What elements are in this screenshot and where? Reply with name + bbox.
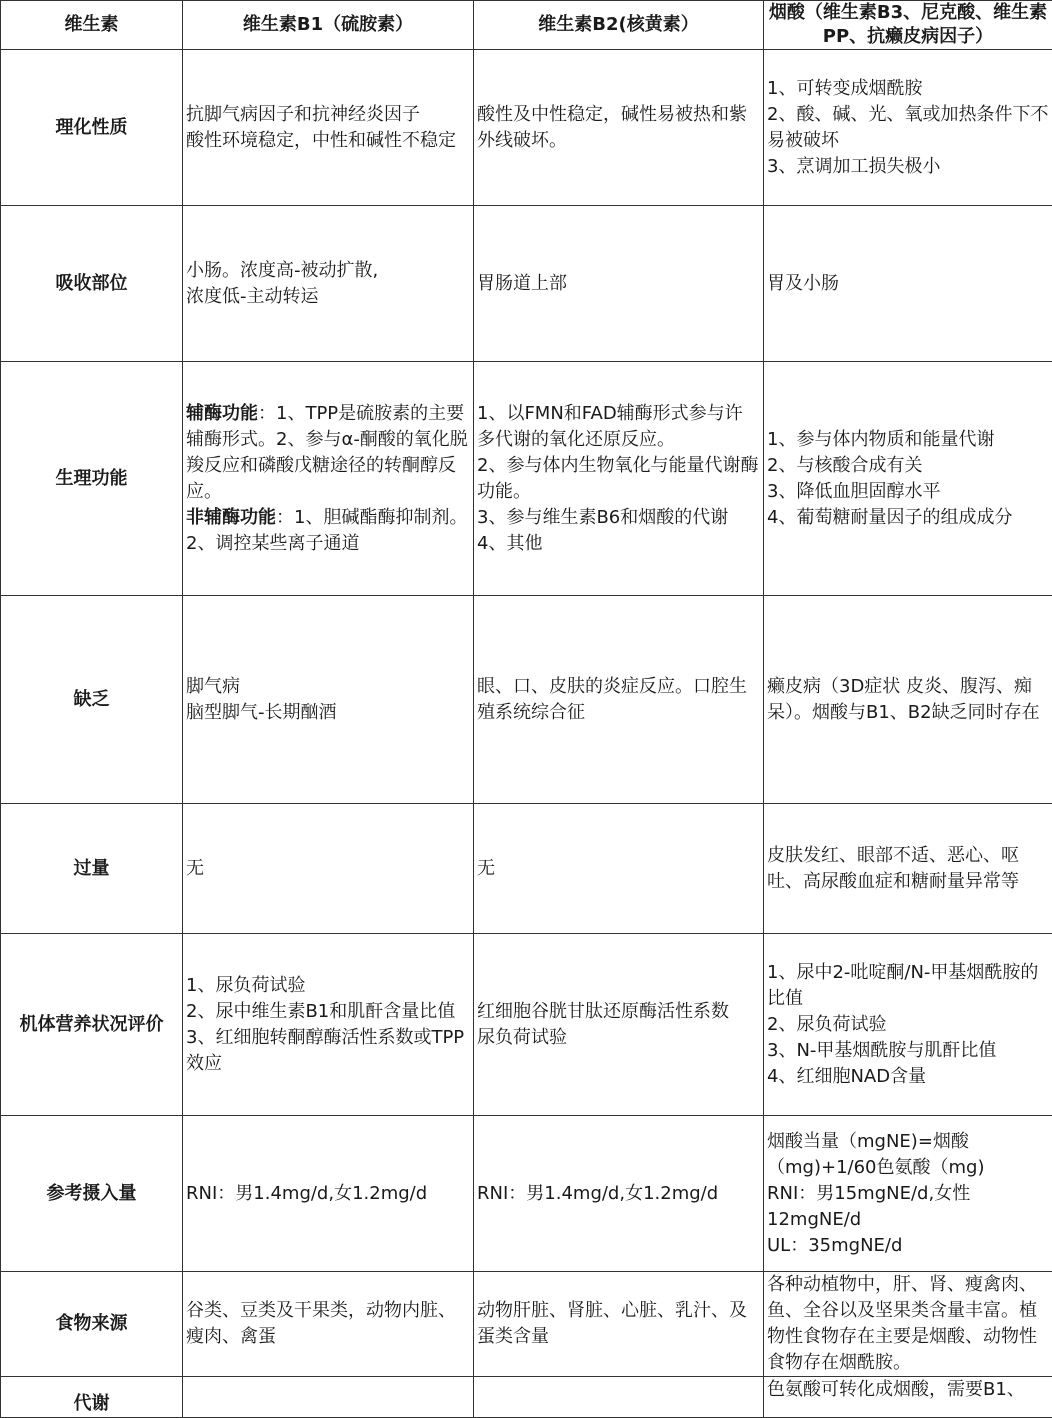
cell-b2: 红细胞谷胱甘肽还原酶活性系数 尿负荷试验 [474, 934, 764, 1116]
cell-b1: 脚气病 脑型脚气-长期酗酒 [183, 596, 474, 804]
cell-b3: 色氨酸可转化成烟酸，需要B1、 [764, 1377, 1052, 1418]
table-row [1, 934, 1052, 1116]
row-label: 参考摄入量 [1, 1116, 183, 1272]
row-label: 过量 [1, 804, 183, 934]
cell-b2: 1、以FMN和FAD辅酶形式参与许多代谢的氧化还原反应。 2、参与体内生物氧化与能量代谢酶功能。 3、参与维生素B6和烟酸的代谢 4、其他 [474, 362, 764, 596]
cell-b2: 动物肝脏、肾脏、心脏、乳汁、及蛋类含量 [474, 1272, 764, 1377]
table-row [1, 206, 1052, 362]
row-label: 吸收部位 [1, 206, 183, 362]
cell-b3: 1、可转变成烟酰胺 2、酸、碱、光、氧或加热条件下不易被破坏 3、烹调加工损失极小 [764, 50, 1052, 206]
cell-b1: 小肠。浓度高-被动扩散, 浓度低-主动转运 [183, 206, 474, 362]
cell-b3: 烟酸当量（mgNE)=烟酸（mg)+1/60色氨酸（mg) RNI：男15mgNE/d,女性12mgNE/d UL：35mgNE/d [764, 1116, 1052, 1272]
table-row [1, 1377, 1052, 1418]
cell-b1: 无 [183, 804, 474, 934]
header-row [1, 1, 1052, 50]
cell-b2: 酸性及中性稳定，碱性易被热和紫外线破坏。 [474, 50, 764, 206]
row-label: 理化性质 [1, 50, 183, 206]
table-row [1, 804, 1052, 934]
cell-b3: 癞皮病（3D症状 皮炎、腹泻、痴呆）。烟酸与B1、B2缺乏同时存在 [764, 596, 1052, 804]
table-row [1, 596, 1052, 804]
cell-b1: RNI：男1.4mg/d,女1.2mg/d [183, 1116, 474, 1272]
header-b1: 维生素B1（硫胺素） [183, 1, 474, 50]
cell-b1: 谷类、豆类及干果类，动物内脏、瘦肉、禽蛋 [183, 1272, 474, 1377]
cell-b3: 1、尿中2-吡啶酮/N-甲基烟酰胺的比值 2、尿负荷试验 3、N-甲基烟酰胺与肌酐比值 4、红细胞NAD含量 [764, 934, 1052, 1116]
row-label: 代谢 [1, 1377, 183, 1418]
cell-b1: 1、尿负荷试验 2、尿中维生素B1和肌酐含量比值 3、红细胞转酮醇酶活性系数或TPP效应 [183, 934, 474, 1116]
coenzyme-title: 辅酶功能 [186, 403, 258, 424]
header-vitamin: 维生素 [1, 1, 183, 50]
cell-b2: 胃肠道上部 [474, 206, 764, 362]
cell-b3: 1、参与体内物质和能量代谢 2、与核酸合成有关 3、降低血胆固醇水平 4、葡萄糖耐量因子的组成成分 [764, 362, 1052, 596]
table-row [1, 50, 1052, 206]
table-row [1, 1272, 1052, 1377]
cell-b3: 皮肤发红、眼部不适、恶心、呕吐、高尿酸血症和糖耐量异常等 [764, 804, 1052, 934]
cell-b1: 辅酶功能：1、TPP是硫胺素的主要辅酶形式。2、参与α-酮酸的氧化脱羧反应和磷酸戊糖途径的转酮醇反应。 非辅酶功能：1、胆碱酯酶抑制剂。2、调控某些离子通道 [183, 362, 474, 596]
row-label: 机体营养状况评价 [1, 934, 183, 1116]
header-b3: 烟酸（维生素B3、尼克酸、维生素PP、抗癞皮病因子） [764, 1, 1052, 50]
table-row [1, 1116, 1052, 1272]
cell-b3: 胃及小肠 [764, 206, 1052, 362]
row-label: 生理功能 [1, 362, 183, 596]
cell-b1: 抗脚气病因子和抗神经炎因子 酸性环境稳定，中性和碱性不稳定 [183, 50, 474, 206]
row-label: 缺乏 [1, 596, 183, 804]
cell-b3: 各种动植物中，肝、肾、瘦禽肉、鱼、全谷以及坚果类含量丰富。植物性食物存在主要是烟酸、动物性食物存在烟酰胺。 [764, 1272, 1052, 1377]
cell-b2: 无 [474, 804, 764, 934]
row-label: 食物来源 [1, 1272, 183, 1377]
header-b2: 维生素B2(核黄素） [474, 1, 764, 50]
cell-b2: 眼、口、皮肤的炎症反应。口腔生殖系统综合征 [474, 596, 764, 804]
cell-b1 [183, 1377, 474, 1418]
cell-b2: RNI：男1.4mg/d,女1.2mg/d [474, 1116, 764, 1272]
noncoenzyme-title: 非辅酶功能 [186, 507, 276, 528]
table-row [1, 362, 1052, 596]
cell-b2 [474, 1377, 764, 1418]
